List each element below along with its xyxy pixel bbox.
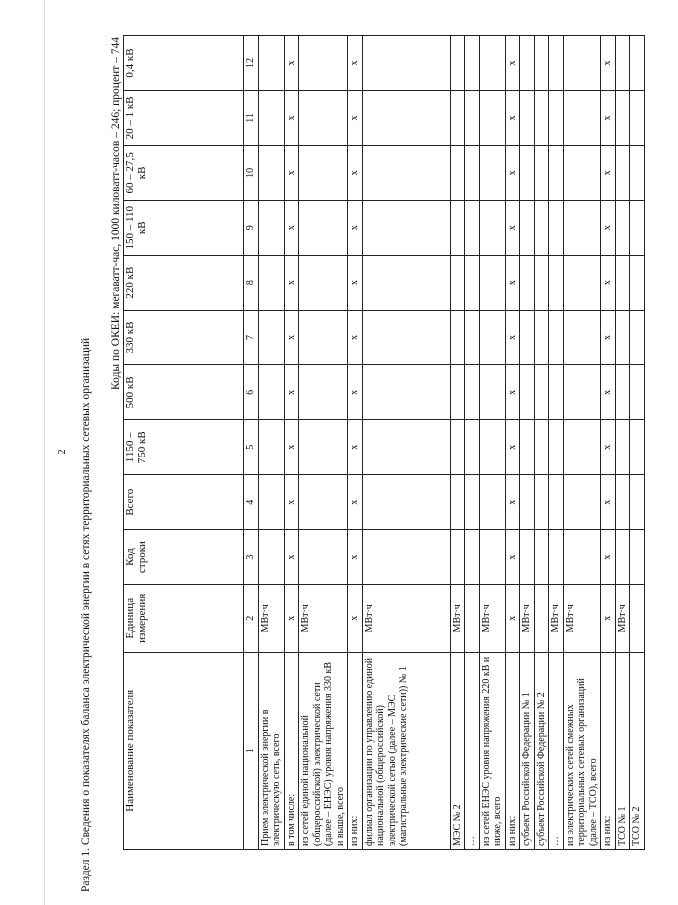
okei-codes-line: Коды по ОКЕИ: мегаватт-час, 1000 киловатт-часов – 246; процент – 744 [110, 37, 122, 390]
value-cell [299, 145, 348, 200]
line-code-cell [563, 530, 601, 585]
col-number: 4 [244, 475, 259, 530]
value-cell: х [284, 200, 299, 255]
value-cell: х [601, 420, 616, 475]
page-number: 2 [57, 449, 68, 455]
value-cell [520, 200, 535, 255]
value-cell [630, 420, 645, 475]
value-cell [534, 200, 549, 255]
value-cell [299, 420, 348, 475]
value-cell: х [505, 475, 520, 530]
value-cell [465, 420, 480, 475]
value-cell [258, 255, 284, 310]
value-cell [520, 145, 535, 200]
value-cell: х [348, 91, 363, 146]
table-row [549, 36, 564, 850]
value-cell [299, 365, 348, 420]
value-cell [615, 200, 630, 255]
value-cell: х [505, 36, 520, 91]
value-cell [615, 145, 630, 200]
value-cell [563, 91, 601, 146]
value-cell [299, 255, 348, 310]
col-number: 7 [244, 310, 259, 365]
header-220: 220 кВ [124, 255, 244, 310]
value-cell: х [284, 145, 299, 200]
value-cell [258, 200, 284, 255]
value-cell [534, 420, 549, 475]
indicator-name: филиал организации по управлению единой национальной (общероссийской) электрической сетью (далее – МЭС (магистральные электрические сети)) № 1 [362, 652, 450, 849]
unit-cell [630, 585, 645, 653]
value-cell [534, 36, 549, 91]
value-cell [549, 91, 564, 146]
value-cell: х [505, 91, 520, 146]
table-row [362, 36, 450, 850]
value-cell [258, 365, 284, 420]
indicator-name: из них: [601, 652, 616, 849]
unit-cell: х [505, 585, 520, 653]
value-cell [258, 145, 284, 200]
header-1150-750: 1150 – 750 кВ [124, 420, 244, 475]
value-cell [615, 420, 630, 475]
value-cell: х [348, 420, 363, 475]
unit-cell: МВт·ч [549, 585, 564, 653]
value-cell [258, 91, 284, 146]
value-cell [479, 145, 505, 200]
value-cell [520, 36, 535, 91]
value-cell: х [284, 420, 299, 475]
unit-cell: МВт·ч [615, 585, 630, 653]
col-number: 8 [244, 255, 259, 310]
value-cell [630, 91, 645, 146]
line-code-cell [450, 530, 465, 585]
value-cell [630, 200, 645, 255]
indicator-name: из них: [505, 652, 520, 849]
table-row [465, 36, 480, 850]
unit-cell: МВт·ч [258, 585, 284, 653]
value-cell [563, 365, 601, 420]
value-cell [299, 310, 348, 365]
col-number: 5 [244, 420, 259, 475]
line-code-cell [258, 530, 284, 585]
table-row [348, 36, 363, 850]
table-row [601, 36, 616, 850]
value-cell [450, 91, 465, 146]
line-code-cell [465, 530, 480, 585]
table-row [299, 36, 348, 850]
value-cell [549, 145, 564, 200]
value-cell [479, 365, 505, 420]
indicator-name: Прием электрической энергии в электрическую сеть, всего [258, 652, 284, 849]
unit-cell: х [284, 585, 299, 653]
indicator-name: субъект Российской Федерации № 1 [520, 652, 535, 849]
col-number: 9 [244, 200, 259, 255]
table-row [520, 36, 535, 850]
value-cell [362, 365, 450, 420]
unit-cell: х [348, 585, 363, 653]
table-row [258, 36, 284, 850]
indicator-name: из них: [348, 652, 363, 849]
value-cell [534, 145, 549, 200]
value-cell [479, 200, 505, 255]
value-cell: х [284, 255, 299, 310]
line-code-cell: х [348, 530, 363, 585]
table-row [615, 36, 630, 850]
value-cell [615, 255, 630, 310]
value-cell [465, 91, 480, 146]
value-cell [563, 475, 601, 530]
indicator-name: из электрических сетей смежных территориальных сетевых организаций (далее – ТСО), всего [563, 652, 601, 849]
value-cell [450, 475, 465, 530]
value-cell: х [348, 255, 363, 310]
value-cell [549, 200, 564, 255]
table-row [450, 36, 465, 850]
value-cell [630, 475, 645, 530]
value-cell: х [348, 200, 363, 255]
indicator-name: из сетей единой национальной (общероссийской) электрической сети (далее – ЕНЭС) уровня напряжения 330 кВ и выше, всего [299, 652, 348, 849]
value-cell: х [601, 36, 616, 91]
value-cell [520, 255, 535, 310]
line-code-cell [299, 530, 348, 585]
value-cell [534, 91, 549, 146]
table-row [563, 36, 601, 850]
line-code-cell: х [601, 530, 616, 585]
unit-cell: х [601, 585, 616, 653]
value-cell: х [601, 310, 616, 365]
value-cell [465, 200, 480, 255]
value-cell [563, 310, 601, 365]
section-title: Раздел 1. Сведения о показателях баланса электрической энергии в сетях территориальных сетевых организаций [80, 337, 92, 892]
value-cell [479, 420, 505, 475]
value-cell [534, 310, 549, 365]
unit-cell: МВт·ч [520, 585, 535, 653]
value-cell: х [601, 200, 616, 255]
unit-cell: МВт·ч [479, 585, 505, 653]
table-row [505, 36, 520, 850]
value-cell [630, 255, 645, 310]
col-number: 10 [244, 145, 259, 200]
value-cell: х [505, 365, 520, 420]
table-row [284, 36, 299, 850]
line-code-cell [520, 530, 535, 585]
value-cell [534, 255, 549, 310]
table-row [479, 36, 505, 850]
value-cell [362, 36, 450, 91]
value-cell [549, 36, 564, 91]
value-cell: х [284, 475, 299, 530]
value-cell [258, 475, 284, 530]
value-cell: х [284, 91, 299, 146]
unit-cell: МВт·ч [362, 585, 450, 653]
header-150-110: 150 – 110 кВ [124, 200, 244, 255]
col-number: 6 [244, 365, 259, 420]
scan-edge-line [44, 0, 45, 905]
indicator-name: субъект Российской Федерации № 2 [534, 652, 549, 849]
value-cell: х [601, 365, 616, 420]
value-cell [520, 420, 535, 475]
value-cell [549, 365, 564, 420]
value-cell [450, 255, 465, 310]
header-total: Всего [124, 475, 244, 530]
value-cell [258, 310, 284, 365]
header-name: Наименование показателя [124, 652, 244, 849]
line-code-cell [615, 530, 630, 585]
value-cell [615, 36, 630, 91]
header-330: 330 кВ [124, 310, 244, 365]
value-cell [630, 365, 645, 420]
line-code-cell [534, 530, 549, 585]
value-cell: х [284, 365, 299, 420]
value-cell [258, 36, 284, 91]
value-cell [520, 475, 535, 530]
value-cell [299, 91, 348, 146]
col-number: 3 [244, 530, 259, 585]
value-cell [563, 420, 601, 475]
value-cell: х [601, 145, 616, 200]
value-cell: х [284, 310, 299, 365]
value-cell [615, 310, 630, 365]
line-code-cell [362, 530, 450, 585]
value-cell: х [505, 255, 520, 310]
value-cell [465, 36, 480, 91]
col-number: 11 [244, 91, 259, 146]
line-code-cell: х [505, 530, 520, 585]
table-row [534, 36, 549, 850]
value-cell: х [348, 365, 363, 420]
balance-table [123, 35, 645, 850]
header-unit: Единица измерения [124, 585, 244, 653]
value-cell [549, 255, 564, 310]
value-cell: х [348, 36, 363, 91]
table-row [630, 36, 645, 850]
line-code-cell [479, 530, 505, 585]
value-cell [479, 475, 505, 530]
value-cell [465, 475, 480, 530]
value-cell: х [348, 145, 363, 200]
value-cell: х [348, 310, 363, 365]
value-cell: х [505, 420, 520, 475]
column-number-row [244, 36, 259, 850]
value-cell [465, 145, 480, 200]
value-cell [549, 475, 564, 530]
value-cell [299, 36, 348, 91]
line-code-cell [630, 530, 645, 585]
value-cell [630, 310, 645, 365]
value-cell [450, 310, 465, 365]
rotated-landscape-content [78, 32, 678, 892]
value-cell [563, 255, 601, 310]
header-0-4: 0,4 кВ [124, 36, 244, 91]
unit-cell: МВт·ч [563, 585, 601, 653]
value-cell: х [348, 475, 363, 530]
value-cell [479, 310, 505, 365]
value-cell [520, 91, 535, 146]
value-cell [299, 475, 348, 530]
value-cell [362, 310, 450, 365]
header-code: Код строки [124, 530, 244, 585]
indicator-name: МЭС № 2 [450, 652, 465, 849]
value-cell [520, 310, 535, 365]
line-code-cell: х [284, 530, 299, 585]
value-cell [450, 365, 465, 420]
unit-cell [534, 585, 549, 653]
value-cell: х [505, 310, 520, 365]
indicator-name: … [465, 652, 480, 849]
value-cell [465, 255, 480, 310]
value-cell [450, 420, 465, 475]
value-cell [362, 475, 450, 530]
value-cell [549, 420, 564, 475]
value-cell [630, 36, 645, 91]
value-cell: х [505, 145, 520, 200]
value-cell: х [505, 200, 520, 255]
value-cell [362, 91, 450, 146]
col-number: 1 [244, 652, 259, 849]
value-cell [450, 200, 465, 255]
value-cell [563, 145, 601, 200]
indicator-name: … [549, 652, 564, 849]
indicator-name: в том числе: [284, 652, 299, 849]
line-code-cell [549, 530, 564, 585]
value-cell [534, 365, 549, 420]
value-cell: х [601, 91, 616, 146]
value-cell [450, 145, 465, 200]
value-cell [615, 91, 630, 146]
value-cell: х [601, 475, 616, 530]
value-cell [450, 36, 465, 91]
indicator-name: ТСО № 2 [630, 652, 645, 849]
value-cell [563, 36, 601, 91]
value-cell [362, 255, 450, 310]
unit-cell: МВт·ч [299, 585, 348, 653]
table-header-row [124, 36, 244, 850]
col-number: 2 [244, 585, 259, 653]
value-cell [479, 255, 505, 310]
value-cell [520, 365, 535, 420]
value-cell [549, 310, 564, 365]
value-cell [362, 420, 450, 475]
value-cell [534, 475, 549, 530]
unit-cell [465, 585, 480, 653]
value-cell [479, 36, 505, 91]
value-cell [465, 310, 480, 365]
value-cell: х [284, 36, 299, 91]
header-500: 500 кВ [124, 365, 244, 420]
value-cell: х [601, 255, 616, 310]
value-cell [362, 200, 450, 255]
value-cell [479, 91, 505, 146]
value-cell [258, 420, 284, 475]
col-number: 12 [244, 36, 259, 91]
header-60-27-5: 60 – 27,5 кВ [124, 145, 244, 200]
header-20-1: 20 – 1 кВ [124, 91, 244, 146]
value-cell [299, 200, 348, 255]
value-cell [630, 145, 645, 200]
indicator-name: из сетей ЕНЭС уровня напряжения 220 кВ и ниже, всего [479, 652, 505, 849]
value-cell [615, 475, 630, 530]
unit-cell: МВт·ч [450, 585, 465, 653]
value-cell [465, 365, 480, 420]
indicator-name: ТСО № 1 [615, 652, 630, 849]
value-cell [615, 365, 630, 420]
value-cell [362, 145, 450, 200]
value-cell [563, 200, 601, 255]
